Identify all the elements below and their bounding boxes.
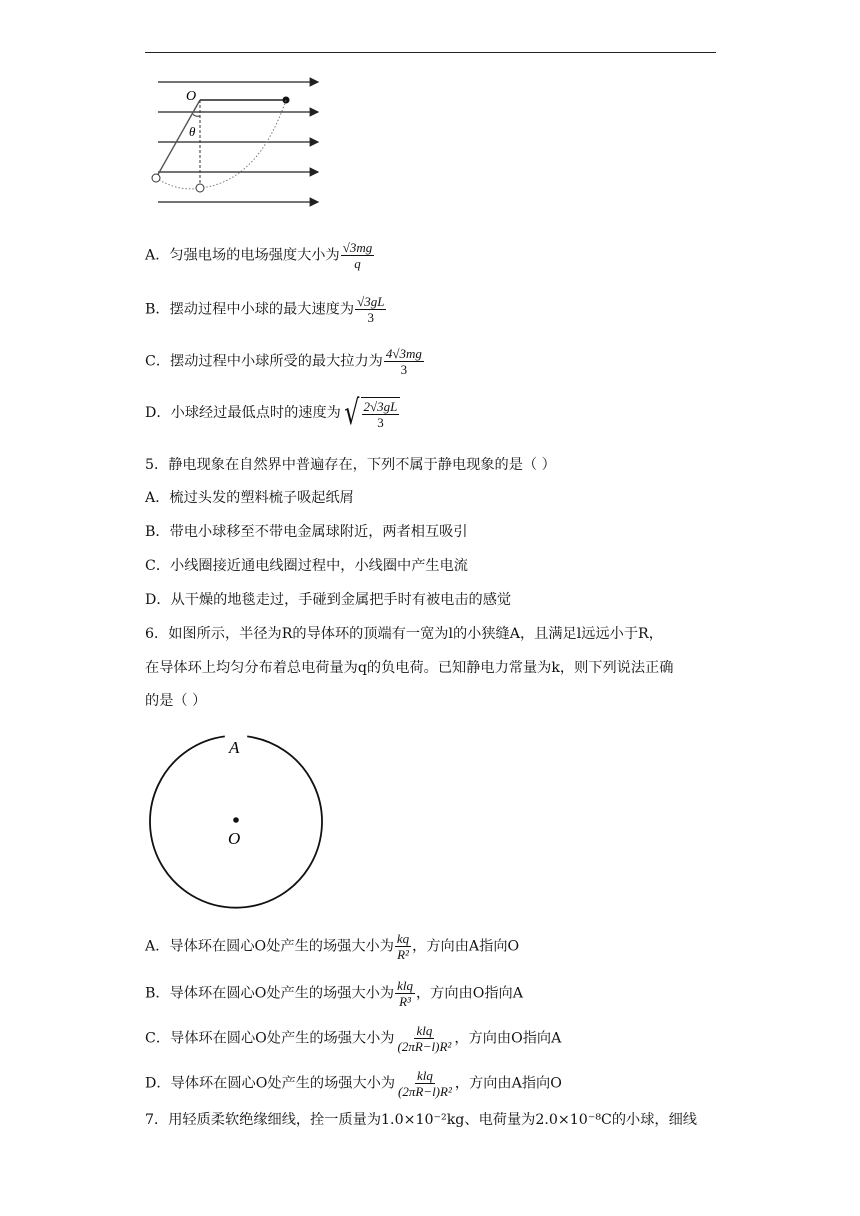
pendulum-field-figure: [148, 70, 328, 210]
q6-option-c: C．导体环在圆心O处产生的场强大小为 $\frac{\text{klq}}{\text{(2πR−l)R²}}$ ，方向由O指向A: [145, 1023, 562, 1054]
q4-a-fraction: $\frac{√3mg}{q}$: [342, 240, 373, 271]
header-rule: [145, 52, 716, 53]
q6-stem-line2: 在导体环上均匀分布着总电荷量为q的负电荷。已知静电力常量为k，则下列说法正确: [145, 660, 674, 676]
fig2-label-a: A: [229, 738, 240, 757]
q4-b-fraction: $\frac{√3gL}{3}$: [357, 294, 385, 325]
conductor-ring-figure: [140, 720, 340, 920]
q4-d-sqrt: √ $\frac{2√3gL}{3}$: [341, 396, 401, 430]
fig2-label-o: O: [228, 829, 241, 848]
q4-c-fraction: $\frac{4√3mg}{3}$: [385, 346, 422, 377]
q4-option-c: C．摆动过程中小球所受的最大拉力为 $\frac{4√3mg}{3}$: [145, 346, 422, 377]
q7-stem: 7．用轻质柔软绝缘细线，拴一质量为1.0×10⁻²kg、电荷量为2.0×10⁻⁸C的小球，细线: [145, 1112, 697, 1128]
q6-stem-line3: 的是（ ）: [145, 693, 207, 709]
q4-option-b: B．摆动过程中小球的最大速度为 $\frac{√3gL}{3}$: [145, 294, 385, 325]
q5-option-c: C．小线圈接近通电线圈过程中，小线圈中产生电流: [145, 558, 468, 574]
q6-option-a: A．导体环在圆心O处产生的场强大小为 $\frac{kq}{\text{R²}}$ ，方向由A指向O: [145, 931, 520, 962]
q5-option-a: A．梳过头发的塑料梳子吸起纸屑: [145, 490, 354, 506]
q4-option-d: D．小球经过最低点时的速度为 √ $\frac{2√3gL}{3}$: [145, 396, 400, 430]
q6-option-d: D．导体环在圆心O处产生的场强大小为 $\frac{\text{klq}}{\text{(2πR−l)R²}}$ ，方向由A指向O: [145, 1068, 562, 1099]
fig1-label-theta: θ: [189, 124, 196, 139]
q5-option-b: B．带电小球移至不带电金属球附近，两者相互吸引: [145, 524, 468, 540]
fig1-label-o: O: [186, 89, 197, 104]
q5-option-d: D．从干燥的地毯走过，手碰到金属把手时有被电击的感觉: [145, 592, 512, 608]
q6-stem-line1: 6．如图所示，半径为R的导体环的顶端有一宽为l的小狭缝A，且满足l远远小于R，: [145, 626, 663, 642]
q6-option-b: B．导体环在圆心O处产生的场强大小为 $\frac{\text{klq}}{\text{R³}}$ ，方向由O指向A: [145, 978, 523, 1009]
q5-stem: 5．静电现象在自然界中普遍存在，下列不属于静电现象的是（ ）: [145, 457, 556, 473]
q4-option-a: A．匀强电场的电场强度大小为 $\frac{√3mg}{q}$: [145, 240, 373, 271]
